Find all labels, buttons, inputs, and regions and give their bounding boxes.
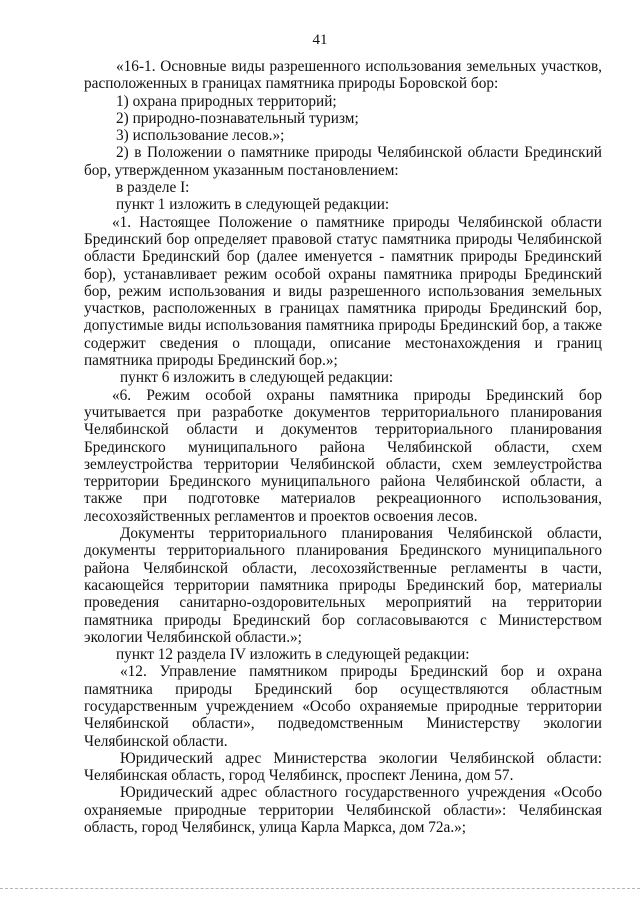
list-item-1: 1) охрана природных территорий; [116, 92, 337, 110]
list-item-2: 2) природно-познавательный туризм; [116, 109, 359, 127]
page-number: 41 [312, 32, 328, 48]
paragraph-documents: Документы территориального планирования Челябинской области, документы территориального планирования Брединского муниципального района Челябинской области, лесохозяйственные регламенты в части, касающейся территории памятника природы Брединский бор, материалы проведения санитарно-оздоровительных мероприятий на территории памятника природы Брединский бор согласовываются с Министерством экологии Челябинской области.»; [84, 525, 602, 646]
paragraph-point-12-text: «12. Управление памятником природы Брединский бор и охрана памятника природы Брединский бор осуществляются областным государственным учреждением «Особо охраняемые природные территории Челябинской области», подведомственным Министерству экологии Челябинской области. [84, 663, 602, 750]
paragraph-point-1-text: «1. Настоящее Положение о памятнике природы Челябинской области Брединский бор определяет правовой статус памятника природы Челябинской области Брединский бор (далее именуется - памятник природы Брединский бор), устанавливает режим особой охраны памятника природы Брединский бор, режим использования и виды разрешенного использования земельных участков, расположенных в границах памятника природы Брединский бор, допустимые виды использования памятника природы Брединский бор, а также содержит сведения о площади, описание местонахождения и границ памятника природы Брединский бор.»; [84, 213, 602, 370]
paragraph-amendment-2: 2) в Положении о памятнике природы Челябинской области Брединский бор, утвержденном указанным постановлением: [84, 144, 602, 179]
paragraph-point-6-intro: пункт 6 изложить в следующей редакции: [120, 369, 394, 387]
paragraph-16-1: «16-1. Основные виды разрешенного использования земельных участков, расположенных в границах памятника природы Боровской бор: [84, 58, 602, 93]
bottom-scan-rule [0, 888, 640, 889]
paragraph-institution-address: Юридический адрес областного государственного учреждения «Особо охраняемые природные территории Челябинской области»: Челябинская область, город Челябинск, улица Карла Маркса, дом 72а.»; [84, 784, 602, 837]
paragraph-point-1-intro: пункт 1 изложить в следующей редакции: [116, 196, 390, 214]
document-body [84, 58, 602, 836]
paragraph-point-6-text: «6. Режим особой охраны памятника природы Брединский бор учитывается при разработке документов территориального планирования Челябинской области и документов территориального планирования Брединского муниципального района Челябинской области, схем землеустройства территории Челябинской области, схем землеустройства территории Брединского муниципального района Челябинской области, а также при подготовке материалов рекреационного использования, лесохозяйственных регламентов и проектов освоения лесов. [84, 386, 602, 525]
paragraph-point-12-intro: пункт 12 раздела IV изложить в следующей редакции: [116, 646, 470, 664]
paragraph-section-1: в разделе I: [116, 179, 190, 197]
list-item-3: 3) использование лесов.»; [116, 127, 285, 145]
paragraph-ministry-address: Юридический адрес Министерства экологии Челябинской области: Челябинская область, город Челябинск, проспект Ленина, дом 57. [84, 749, 602, 785]
